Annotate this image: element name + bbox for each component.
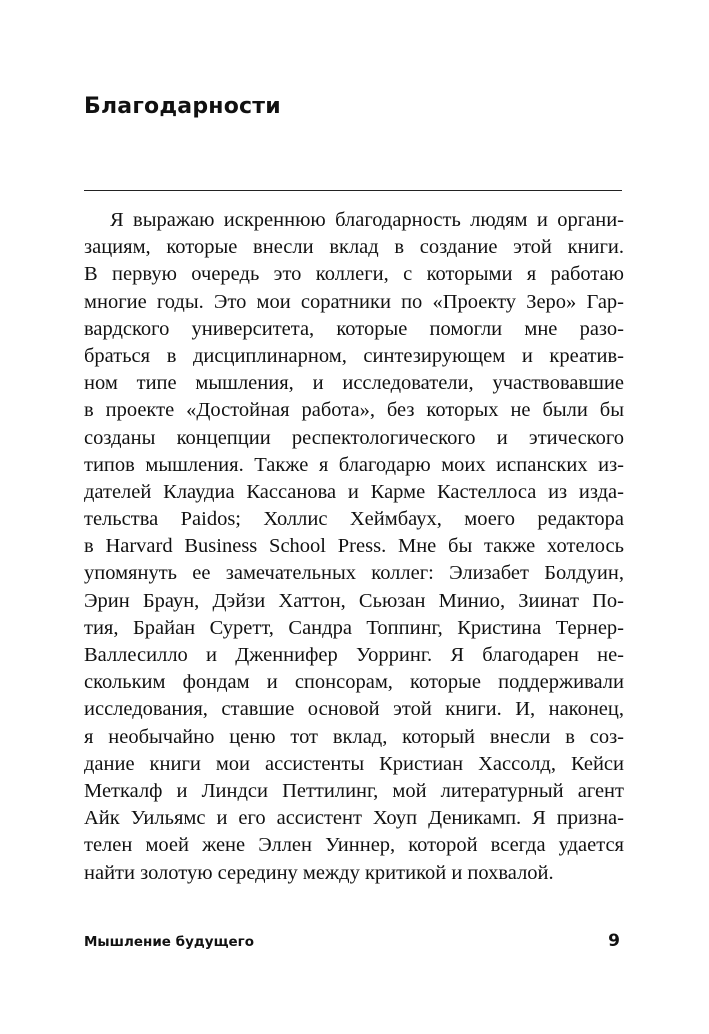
text-line: зациям, которые внесли вклад в создание этой книги. [84, 236, 624, 259]
text-line: Меткалф и Линдси Петтилинг, мой литературный агент [84, 779, 624, 802]
text-line: в Harvard Business School Press. Мне бы также хотелось [84, 535, 624, 558]
text-line: дание книги мои ассистенты Кристиан Хассолд, Кейси [84, 752, 624, 775]
text-line: вардского университета, которые помогли мне разо- [84, 317, 624, 340]
page-number: 9 [608, 931, 620, 951]
text-line: Айк Уильямс и его ассистент Хоуп Деникамп. Я призна- [84, 807, 624, 830]
text-line: созданы концепции респектологического и этического [84, 426, 624, 449]
running-footer-title: Мышление будущего [84, 934, 255, 950]
text-line: многие годы. Это мои соратники по «Проекту Зеро» Гар- [84, 290, 624, 313]
text-line: тельства Paidos; Холлис Хеймбаух, моего редактора [84, 508, 624, 531]
text-line: исследования, ставшие основой этой книги. И, наконец, [84, 698, 624, 721]
body-paragraph [84, 207, 624, 887]
text-line: в проекте «Достойная работа», без которых не были бы [84, 399, 624, 422]
heading-divider [84, 190, 622, 191]
text-line: найти золотую середину между критикой и похвалой. [84, 861, 554, 884]
page-footer [84, 932, 622, 954]
text-line: дателей Клаудиа Кассанова и Карме Кастеллоса из изда- [84, 480, 624, 503]
text-line: тия, Брайан Суретт, Сандра Топпинг, Кристина Тернер- [84, 616, 624, 639]
text-line: ном типе мышления, и исследователи, участвовавшие [84, 372, 624, 395]
text-line: упомянуть ее замечательных коллег: Элизабет Болдуин, [84, 562, 624, 585]
text-line: телен моей жене Эллен Уиннер, которой всегда удается [84, 834, 624, 857]
text-line: Я выражаю искреннюю благодарность людям и органи- [110, 209, 624, 231]
text-line: Валлесилло и Дженнифер Уорринг. Я благодарен не- [84, 644, 624, 666]
text-line: типов мышления. Также я благодарю моих испанских из- [84, 453, 624, 476]
text-line: скольким фондам и спонсорам, которые поддерживали [84, 671, 624, 694]
text-line: браться в дисциплинарном, синтезирующем и креатив- [84, 344, 624, 367]
text-line: я необычайно ценю тот вклад, который внесли в соз- [84, 725, 624, 748]
text-line: В первую очередь это коллеги, с которыми я работаю [84, 263, 624, 286]
text-line: Эрин Браун, Дэйзи Хаттон, Сьюзан Минио, Зиинат По- [84, 589, 624, 612]
chapter-heading: Благодарности [84, 94, 281, 119]
